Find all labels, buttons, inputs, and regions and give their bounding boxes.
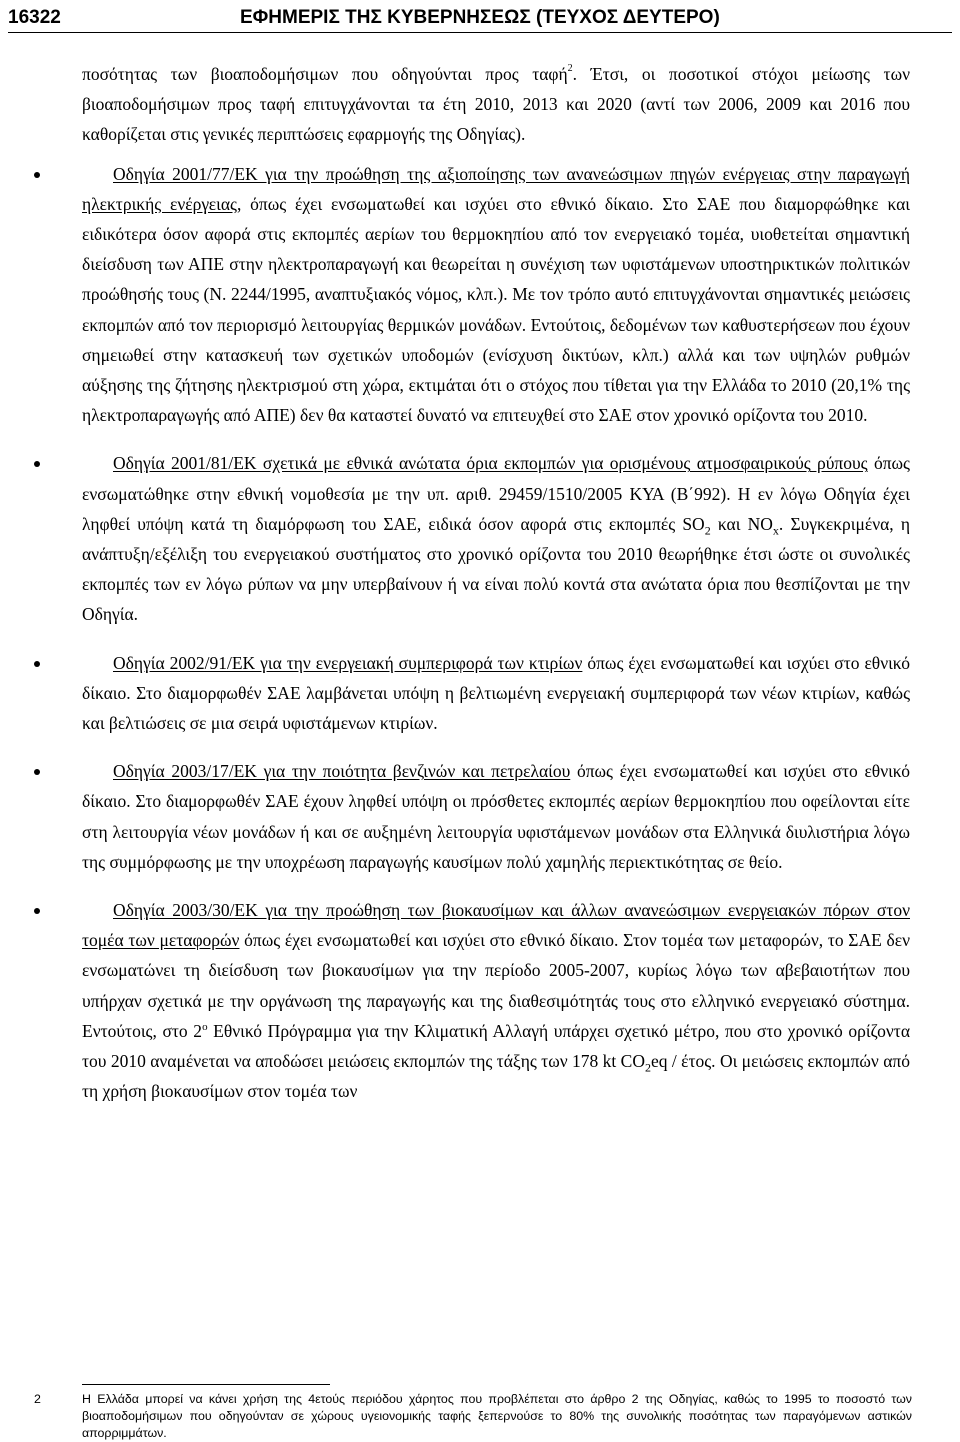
directive-link[interactable]: Οδηγία 2003/30/ΕΚ για την προώθηση των βιοκαυσίμων και άλλων ανανεώσιμων ενεργειακών πόρων στον τομέα των μεταφορών	[82, 900, 910, 951]
intro-paragraph	[82, 59, 910, 150]
header-rule	[8, 32, 952, 33]
footnote-number: 2	[34, 1392, 41, 1406]
gazette-title: ΕΦΗΜΕΡΙΣ ΤΗΣ ΚΥΒΕΡΝΗΣΕΩΣ (ΤΕΥΧΟΣ ΔΕΥΤΕΡΟ)	[240, 7, 720, 28]
bullet-icon	[34, 661, 40, 667]
bullet-icon	[34, 769, 40, 775]
directive-link[interactable]: Οδηγία 2001/77/ΕΚ για την προώθηση της αξιοποίησης των ανανεώσιμων πηγών ενέργειας στην παραγωγή ηλεκτρικής ενέργειας	[82, 163, 910, 214]
item-paragraph	[82, 756, 910, 877]
directive-link[interactable]: Οδηγία 2002/91/ΕΚ για την ενεργειακή συμπεριφορά των κτιρίων	[113, 652, 583, 673]
bullet-icon	[34, 172, 40, 178]
item-text: eq / έτος. Οι μειώσεις εκπομπών από τη χρήση βιοκαυσίμων στον τομέα των	[82, 1051, 910, 1102]
footnote-rule	[82, 1384, 330, 1385]
item-text: όπως έχει ενσωματωθεί και ισχύει στο εθνικό δίκαιο. Στο διαμορφωθέν ΣΑΕ έχουν ληφθεί υπόψη οι πρόσθετες εκπομπές αερίων θερμοκηπίου που οφείλονται είτε στη λειτουργία νέων μονάδων ή και σε αυξημένη λειτουργία υφιστάμενων μονάδων στα Ελληνικά διυλιστήρια λόγω της συμμόρφωσης με την υποχρέωση παραγωγής καυσίμων πολύ χαμηλής περιεκτικότητας σε θείο.	[82, 761, 910, 872]
intro-text-a: ποσότητας των βιοαποδομήσιμων που οδηγούνται προς ταφή	[82, 64, 568, 84]
superscript: ο	[202, 1021, 208, 1034]
list-item	[82, 756, 910, 877]
subscript: x	[772, 523, 779, 538]
footnote-text: Η Ελλάδα μπορεί να κάνει χρήση της 4ετούς περιόδου χάρητος που προβλέπεται στο άρθρο 2 της Οδηγίας, καθώς το 1995 το ποσοστό των βιοαποδομήσιμων που οδηγούνταν σε χώρους υγειονομικής ταφής ξεπερνούσε το 80% της συνολικής ποσότητας των παραγόμενων αστικών απορριμμάτων.	[82, 1392, 912, 1440]
subscript: 2	[644, 1060, 651, 1075]
item-text: όπως έχει ενσωματωθεί και ισχύει στο εθνικό δίκαιο. Στον τομέα των μεταφορών, το ΣΑΕ δεν ενσωματώνει τη διείσδυση των βιοκαυσίμων για την περίοδο 2005-2007, κυρίως λόγω των αβεβαιοτήτων που υπήρχαν σχετικά με την οργάνωση της παραγωγής και της διαθεσιμότητάς τους στο ελληνικό ενεργειακό σύστημα. Εντούτοις, στο 2	[82, 930, 910, 1041]
document-body	[82, 59, 910, 1107]
directive-link[interactable]: Οδηγία 2003/17/ΕΚ για την ποιότητα βενζινών και πετρελαίου	[113, 761, 571, 782]
item-text: . Συγκεκριμένα, η ανάπτυξη/εξέλιξη του ενεργειακού συστήματος στο χρονικό ορίζοντα του 2010 θεωρήθηκε έτσι ώστε οι συνολικές εκπομπές των εν λόγω ρύπων να μην υπερβαίνουν ή να είναι πολύ κοντά στα ανώτατα όρια που θεσπίζονται με την Οδηγία.	[82, 513, 910, 625]
item-text: όπως έχει ενσωματωθεί και ισχύει στο εθνικό δίκαιο. Στο διαμορφωθέν ΣΑΕ λαμβάνεται υπόψη η βελτιωμένη ενεργειακή συμπεριφορά των νέων κτιρίων, καθώς και βελτιώσεις σε μια σειρά υφιστάμενων κτιρίων.	[82, 652, 910, 734]
footnote	[34, 1391, 912, 1442]
list-item	[82, 895, 910, 1106]
list-item	[82, 159, 910, 431]
directive-link[interactable]: Οδηγία 2001/81/ΕΚ σχετικά με εθνικά ανώτατα όρια εκπομπών για ορισμένους ατμοσφαιρικούς ρύπους	[113, 453, 868, 474]
footnote-ref[interactable]: 2	[567, 63, 573, 74]
item-text: και NO	[710, 513, 773, 534]
page-header	[8, 5, 952, 31]
intro-text-b: . Έτσι, οι ποσοτικοί στόχοι μείωσης των βιοαποδομήσιμων προς ταφή επιτυγχάνονται τα έτη 2010, 2013 και 2020 (αντί των 2006, 2009 και 2016 που καθορίζεται στις γενικές περιπτώσεις εφαρμογής της Οδηγίας).	[82, 64, 911, 145]
bullet-icon	[34, 461, 40, 467]
item-text: όπως ενσωματώθηκε στην εθνική νομοθεσία με την υπ. αριθ. 29459/1510/2005 ΚΥΑ (Β΄992). Η εν λόγω Οδηγία έχει ληφθεί υπόψη κατά τη διαμόρφωση του ΣΑΕ, ειδικά όσον αφορά στις εκπομπές SO	[82, 453, 910, 534]
bullet-icon	[34, 908, 40, 914]
item-text: , όπως έχει ενσωματωθεί και ισχύει στο εθνικό δίκαιο. Στο ΣΑΕ που διαμορφώθηκε και ειδικότερα όσον αφορά στις εκπομπές αερίων του θερμοκηπίου από τον ενεργειακό τομέα, υιοθετείται σημαντική διείσδυση των ΑΠΕ στην ηλεκτροπαραγωγή και θεωρείται η συνέχιση των υφιστάμενων υποστηρικτικών πολιτικών προώθησής τους (Ν. 2244/1995, αναπτυξιακός νόμος, κλπ.). Με τον τρόπο αυτό επιτυγχάνονται σημαντικές μειώσεις εκπομπών από τον περιορισμό λειτουργίας θερμικών μονάδων. Εντούτοις, δεδομένων των καθυστερήσεων που έχουν σημειωθεί στην κατασκευή των σχετικών υποδομών (ενίσχυση δικτύων, κλπ.) αλλά και των υψηλών ρυθμών αύξησης της ζήτησης ηλεκτρισμού στη χώρα, εκτιμάται ότι ο στόχος που τίθεται για την Ελλάδα το 2010 (20,1% της ηλεκτροπαραγωγής από ΑΠΕ) δεν θα καταστεί δυνατό να επιτευχθεί στο ΣΑΕ στον χρονικό ορίζοντα του 2010.	[82, 193, 910, 426]
item-paragraph	[82, 648, 910, 739]
list-item	[82, 448, 910, 629]
item-paragraph	[82, 159, 910, 431]
item-paragraph	[82, 448, 910, 629]
item-paragraph	[82, 895, 910, 1106]
list-item	[82, 648, 910, 739]
item-text: Εθνικό Πρόγραμμα για την Κλιματική Αλλαγή υπάρχει σχετικό μέτρο, που στο χρονικό ορίζοντα του 2010 αναμένεται να αποδώσει μειώσεις εκπομπών της τάξης των 178 kt CO	[82, 1020, 911, 1072]
page-number: 16322	[8, 7, 61, 28]
subscript: 2	[704, 523, 711, 538]
